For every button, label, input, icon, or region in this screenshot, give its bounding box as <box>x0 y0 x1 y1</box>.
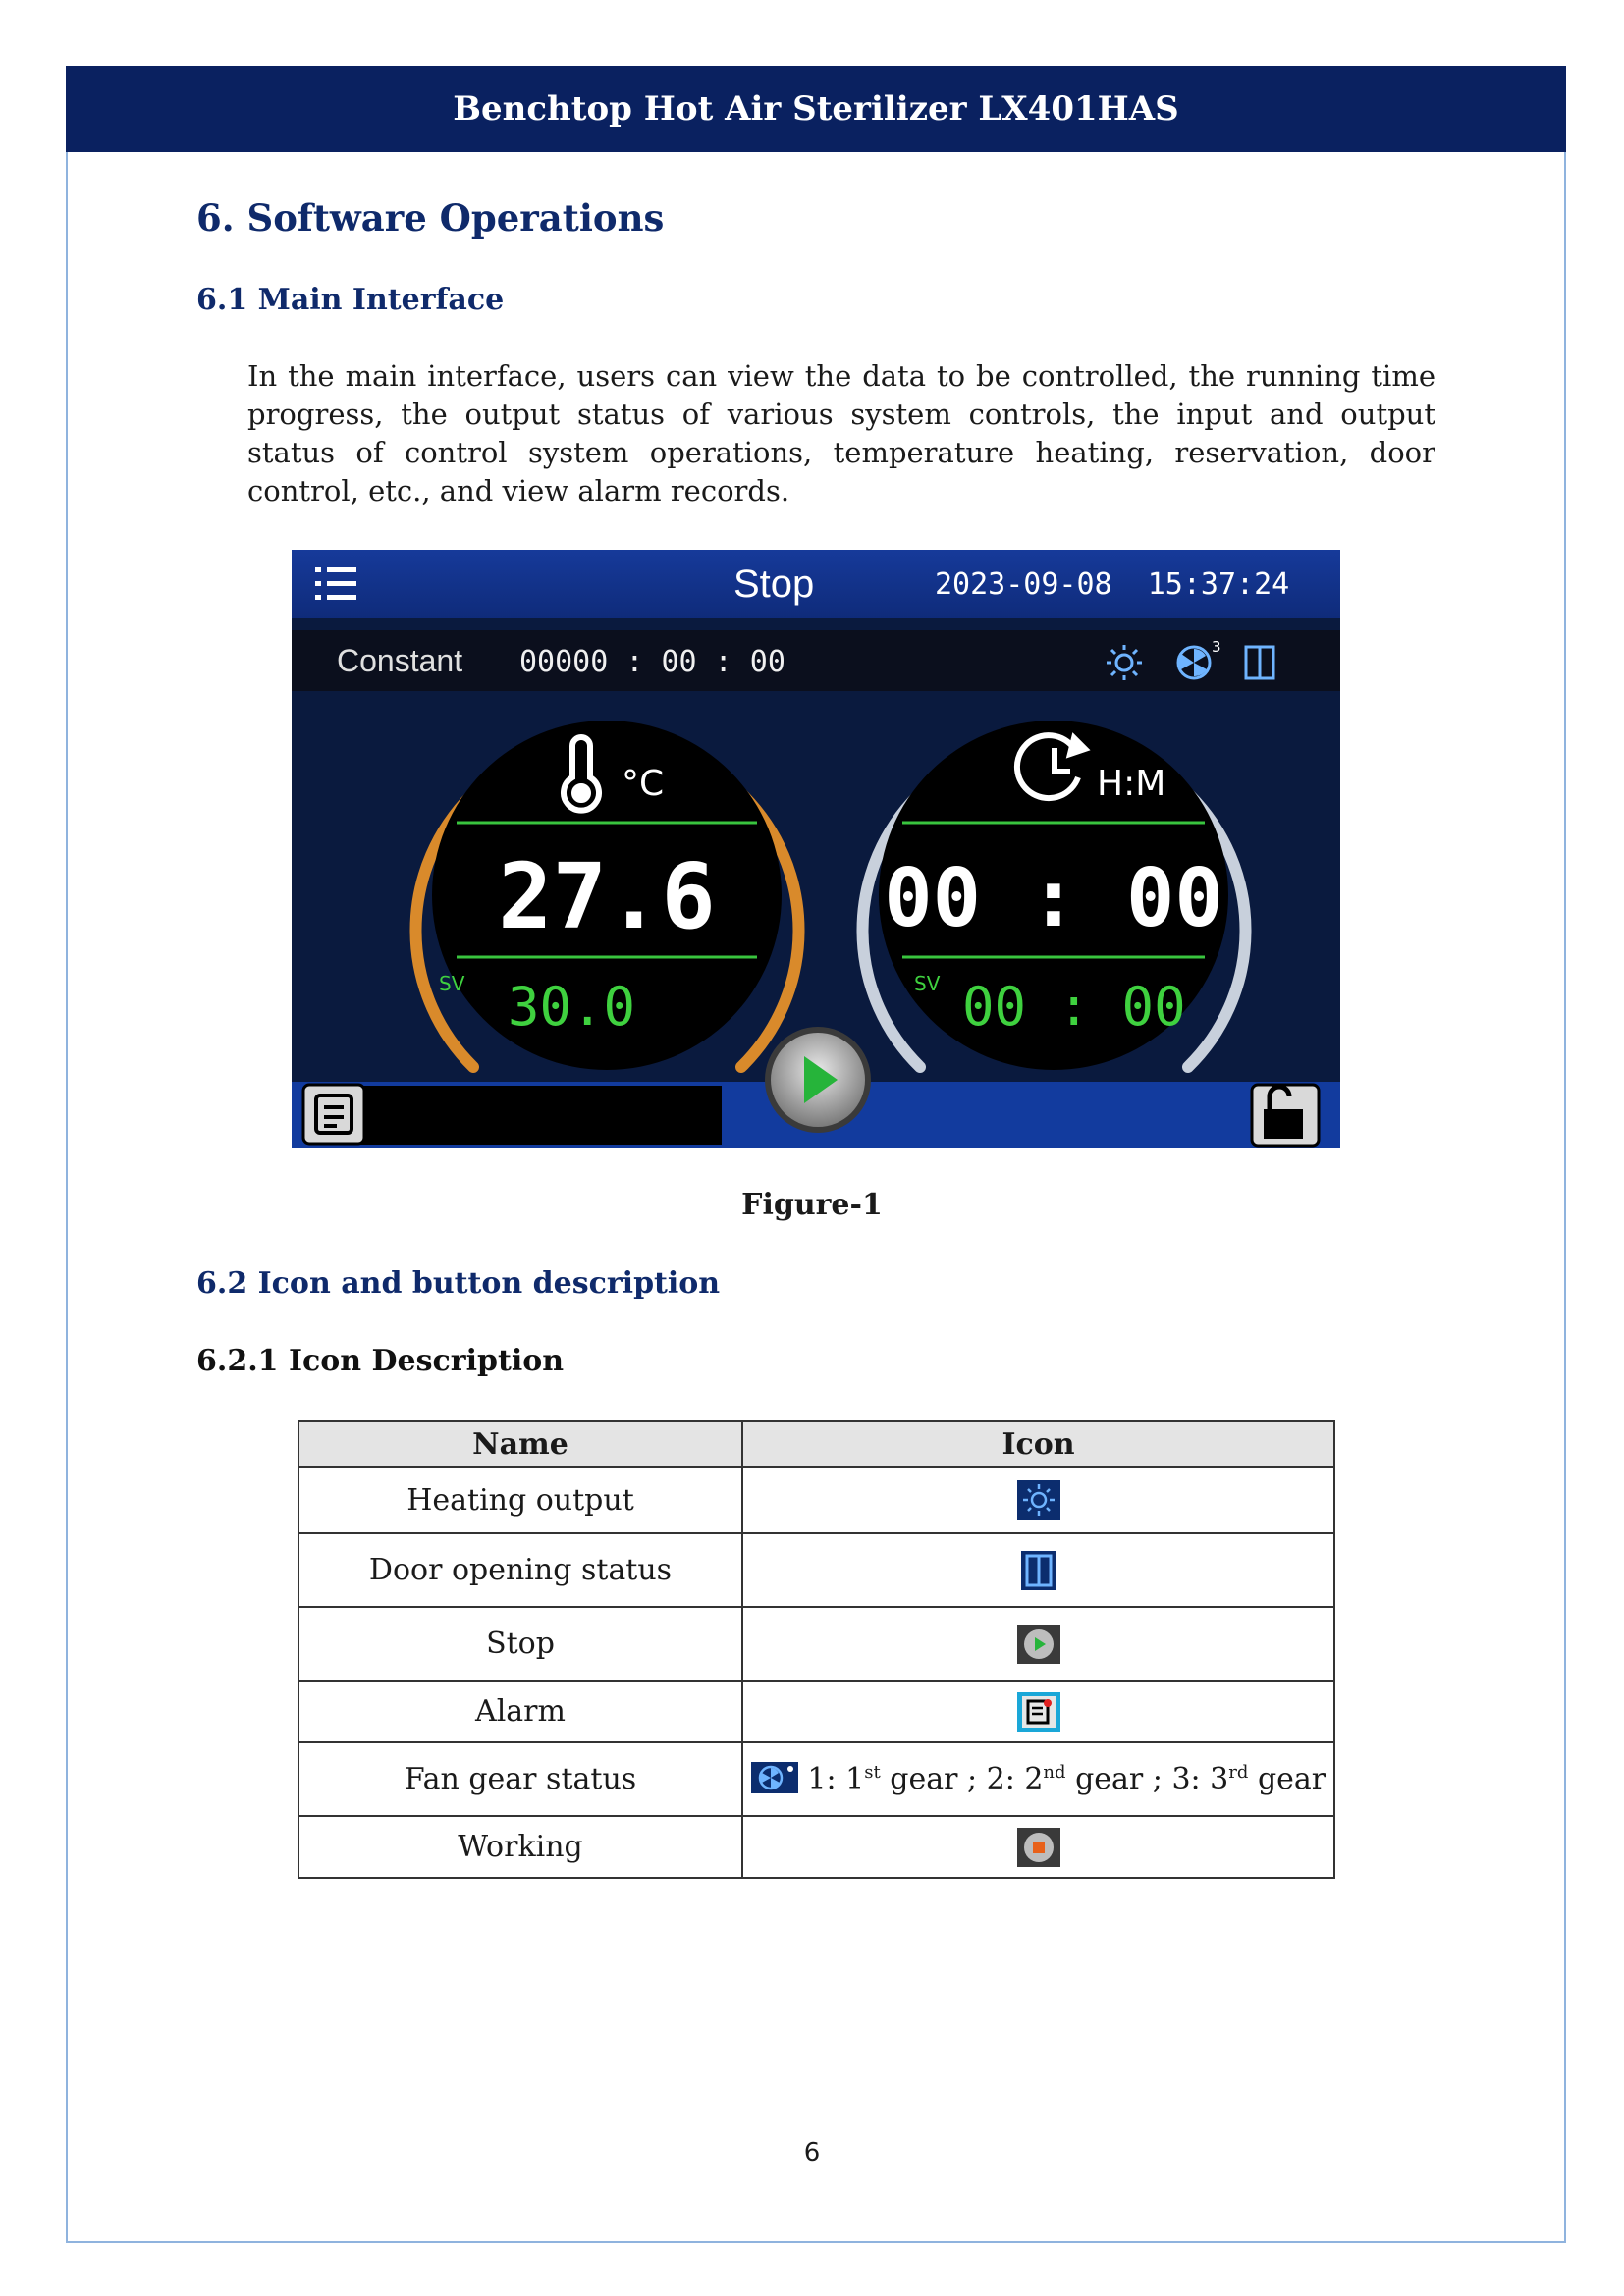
row-name: Alarm <box>298 1681 742 1742</box>
time-sv-label: SV <box>914 972 941 995</box>
alarm-record-button[interactable] <box>303 1085 364 1144</box>
page-number: 6 <box>803 2138 821 2167</box>
fan-level: 3 <box>1212 638 1221 656</box>
figure-caption: Figure-1 <box>741 1188 883 1222</box>
section-title: 6. Software Operations <box>196 196 665 240</box>
time-setpoint: 00 : 00 <box>962 976 1186 1038</box>
document-header: Benchtop Hot Air Sterilizer LX401HAS <box>66 66 1566 152</box>
temperature-current: 27.6 <box>498 844 716 949</box>
row-icon-cell <box>742 1816 1334 1878</box>
row-icon-cell <box>742 1533 1334 1607</box>
subsection-title-main-interface: 6.1 Main Interface <box>196 283 505 317</box>
run-status: Stop <box>733 562 815 606</box>
alarm-record-icon <box>1017 1692 1060 1732</box>
controller-screenshot <box>292 550 1340 1148</box>
working-button-icon <box>1017 1828 1060 1867</box>
fan-gear-text: 1: 1st gear ; 2: 2nd gear ; 3: 3rd gear <box>797 1762 1326 1796</box>
mode-label: Constant <box>337 643 463 678</box>
table-header-row <box>298 1421 1334 1467</box>
sun-icon <box>1017 1480 1060 1520</box>
row-icon-cell <box>742 1607 1334 1681</box>
row-name: Door opening status <box>298 1533 742 1607</box>
temperature-unit: °C <box>622 764 665 804</box>
row-name: Heating output <box>298 1467 742 1533</box>
header-icon: Icon <box>742 1421 1334 1467</box>
temperature-setpoint: 30.0 <box>508 976 636 1038</box>
row-icon-cell <box>742 1681 1334 1742</box>
door-icon <box>1017 1551 1060 1590</box>
play-button[interactable] <box>765 1027 871 1133</box>
lock-button[interactable] <box>1252 1085 1319 1146</box>
table-row <box>298 1816 1334 1878</box>
row-name: Fan gear status <box>298 1742 742 1816</box>
table-row <box>298 1467 1334 1533</box>
subsection-title-icons: 6.2 Icon and button description <box>196 1266 721 1301</box>
table-row <box>298 1533 1334 1607</box>
row-icon-cell <box>742 1467 1334 1533</box>
main-interface-paragraph: In the main interface, users can view the data to be controlled, the running time progress, the output status of various system controls, the input and output status of control system operations, temperature heating, reservation, door control, etc., and view alarm records. <box>247 359 1435 507</box>
time-unit: H:M <box>1097 764 1166 804</box>
time-current: 00 : 00 <box>884 852 1223 945</box>
fan-icon <box>751 1762 798 1793</box>
row-name: Working <box>298 1816 742 1878</box>
row-name: Stop <box>298 1607 742 1681</box>
header-name: Name <box>298 1421 742 1467</box>
run-timer: 00000 : 00 : 00 <box>519 645 785 679</box>
play-button-icon <box>1017 1625 1060 1664</box>
table-row <box>298 1742 1334 1816</box>
table-row <box>298 1681 1334 1742</box>
table-row <box>298 1607 1334 1681</box>
temperature-sv-label: SV <box>439 972 465 995</box>
icon-table <box>298 1420 1335 1879</box>
date-time: 2023-09-08 15:37:24 <box>935 567 1290 602</box>
row-icon-cell <box>742 1742 1334 1816</box>
subsubsection-title-icon-description: 6.2.1 Icon Description <box>196 1344 565 1378</box>
